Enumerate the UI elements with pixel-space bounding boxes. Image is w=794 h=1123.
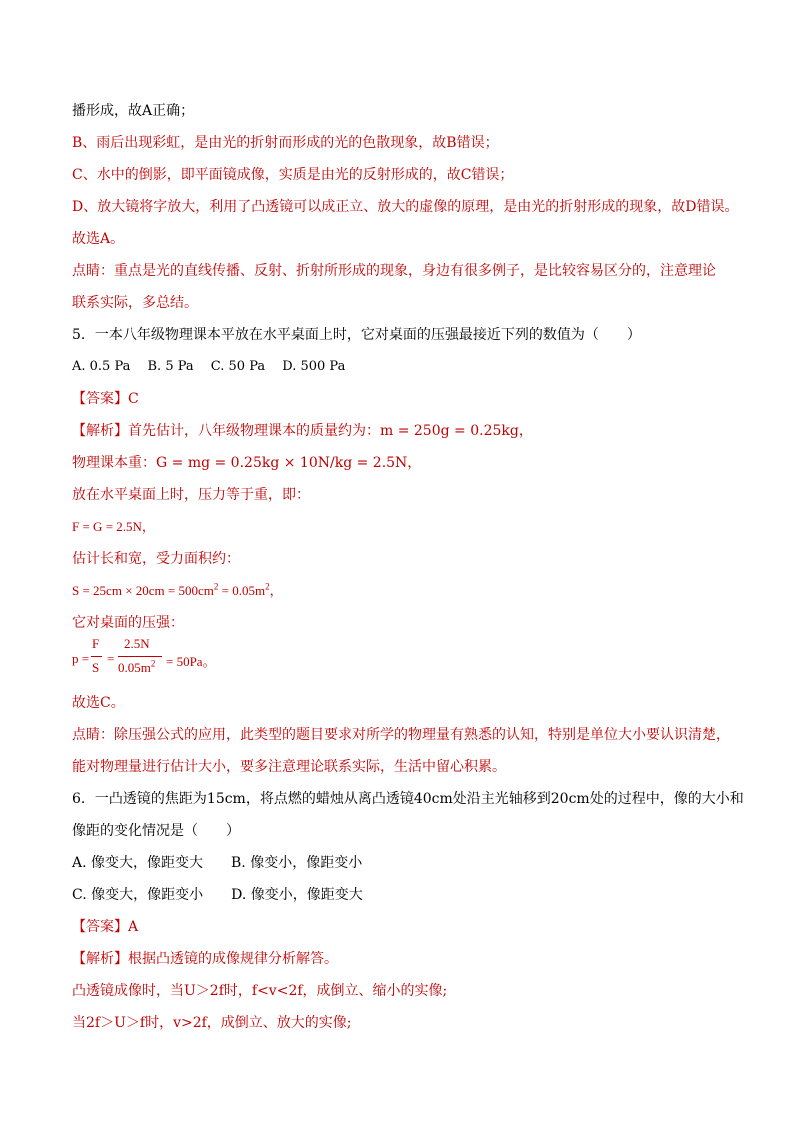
eq-lhs: p = <box>72 651 90 666</box>
question-6-options: C. 像变大，像距变小 D. 像变小，像距变大 <box>72 887 363 903</box>
comment-line: 点睛：除压强公式的应用，此类型的题目要求对所学的物理量有熟悉的认知，特别是单位大小要认识清楚， <box>72 727 730 743</box>
analysis-line: 放在水平桌面上时，压力等于重，即： <box>72 487 310 503</box>
analysis-line: 估计长和宽，受力面积约： <box>72 551 240 567</box>
analysis-line: 【解析】首先估计，八年级物理课本的质量约为：m = 250g = 0.25kg， <box>72 423 533 439</box>
option-analysis-c: C、水中的倒影，即平面镜成像，实质是由光的反射形成的，故C错误； <box>72 167 514 183</box>
eq-result: = 50Pa。 <box>166 654 216 669</box>
area-eq-part: = 0.05m <box>218 583 266 598</box>
fraction-denominator <box>118 660 155 676</box>
question-5-options: A. 0.5 Pa B. 5 Pa C. 50 Pa D. 500 Pa <box>72 359 346 374</box>
analysis-line: 它对桌面的压强： <box>72 615 184 631</box>
answer-label: 【答案】C <box>72 391 139 407</box>
option-analysis-d: D、放大镜将字放大，利用了凸透镜可以成正立、放大的虚像的原理，是由光的折射形成的现象，故D错误。 <box>72 199 739 215</box>
question-6-stem: 6．一凸透镜的焦距为15cm，将点燃的蜡烛从离凸透镜40cm处沿主光轴移到20cm处的过程中，像的大小和 <box>72 791 744 807</box>
answer-conclusion: 故选C。 <box>72 695 125 711</box>
area-eq-part: S = 25cm × 20cm = 500cm <box>72 583 214 598</box>
eq-sign: = <box>107 651 115 666</box>
fraction-denominator: S <box>92 660 100 675</box>
fraction-numerator: 2.5N <box>124 636 150 651</box>
fraction-numerator: F <box>92 636 100 651</box>
comment-line: 点睛：重点是光的直线传播、反射、折射所形成的现象，身边有很多例子，是比较容易区分的，注意理论 <box>72 263 716 279</box>
answer-conclusion: 故选A。 <box>72 231 125 247</box>
text-line: 播形成，故A正确； <box>72 103 195 119</box>
question-5-stem: 5．一本八年级物理课本平放在水平桌面上时，它对桌面的压强最接近下列的数值为（ ） <box>72 327 641 343</box>
fraction-bar <box>118 656 162 657</box>
analysis-line: 物理课本重：G = mg = 0.25kg × 10N/kg = 2.5N， <box>72 455 422 471</box>
area-equation <box>72 582 283 600</box>
answer-label: 【答案】A <box>72 919 139 935</box>
area-eq-part: ， <box>269 583 283 598</box>
area-eq-exponent: 2 <box>265 581 270 592</box>
area-eq-exponent: 2 <box>213 581 219 592</box>
comment-line: 联系实际，多总结。 <box>72 295 198 311</box>
analysis-line: 凸透镜成像时，当U＞2f时，f<v<2f，成倒立、缩小的实像; <box>72 983 448 999</box>
question-6-options: A. 像变大，像距变大 B. 像变小，像距变小 <box>72 855 363 871</box>
option-analysis-b: B、雨后出现彩虹，是由光的折射而形成的光的色散现象，故B错误； <box>72 135 499 151</box>
denominator-exponent: 2 <box>150 658 156 669</box>
pressure-equation <box>72 636 372 686</box>
fraction-bar <box>91 656 102 657</box>
analysis-line: 【解析】根据凸透镜的成像规律分析解答。 <box>72 951 338 967</box>
analysis-line: 当2f＞U＞f时，v>2f，成倒立、放大的实像; <box>72 1015 352 1031</box>
analysis-line: F = G = 2.5N， <box>72 519 155 534</box>
denominator-base: 0.05m <box>118 660 151 675</box>
comment-line: 能对物理量进行估计大小，要多注意理论联系实际，生活中留心积累。 <box>72 759 506 775</box>
question-6-stem: 像距的变化情况是（ ） <box>72 823 240 839</box>
